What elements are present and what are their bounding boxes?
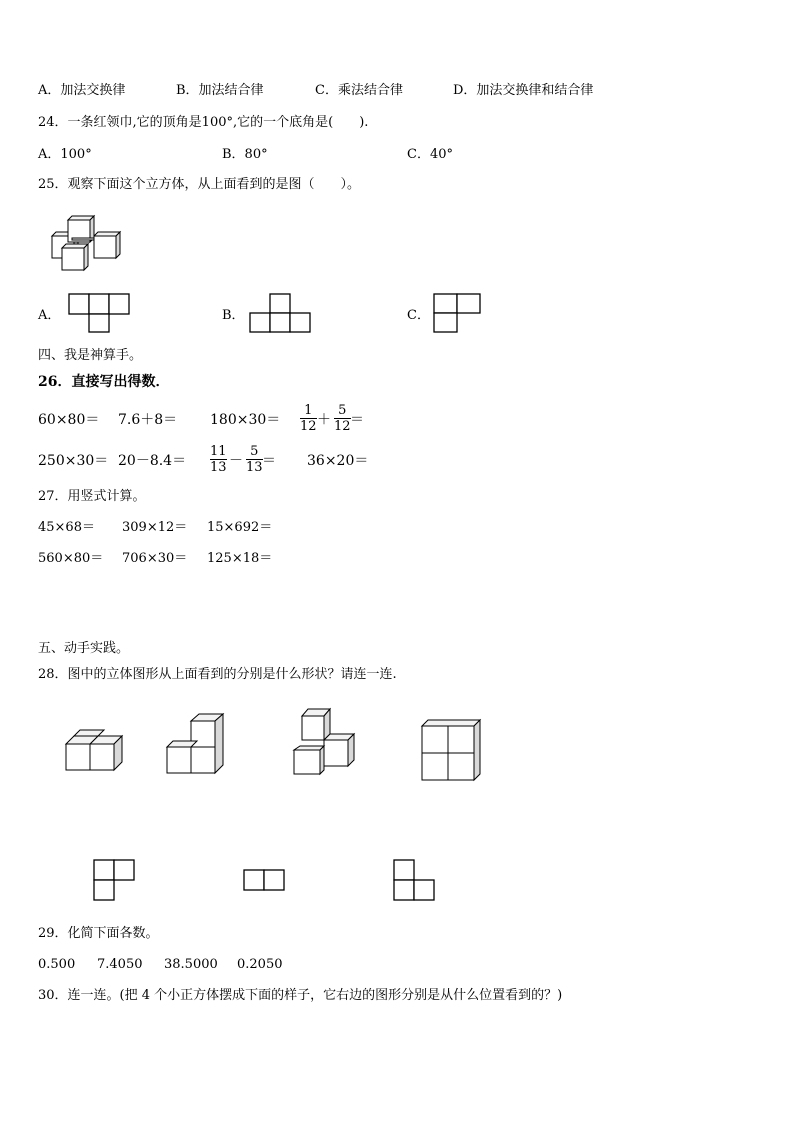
q24-option-c: C．40° xyxy=(407,147,453,162)
fraction xyxy=(246,444,263,475)
q23-option-d: D．加法交换律和结合律 xyxy=(453,83,594,98)
q29-number: 38.5000 xyxy=(164,957,218,972)
minus-sign: － xyxy=(229,453,243,469)
q25-option-c-shape xyxy=(433,293,481,333)
numerator: 5 xyxy=(250,444,259,459)
q28-solid-3 xyxy=(292,708,362,776)
q28-stem: 28．图中的立体图形从上面看到的分别是什么形状？请连一连. xyxy=(38,667,397,682)
q25-option-a-shape xyxy=(68,293,130,333)
q24-stem: 24．一条红领巾,它的顶角是100°,它的一个底角是( ). xyxy=(38,115,369,130)
denominator: 12 xyxy=(334,419,351,434)
q25-option-b-shape xyxy=(249,293,311,333)
q29-number: 7.4050 xyxy=(97,957,143,972)
q28-view-1 xyxy=(93,859,137,903)
q29-number: 0.500 xyxy=(38,957,76,972)
q26-item: 180×30＝ xyxy=(210,412,281,428)
q23-option-c: C．乘法结合律 xyxy=(315,83,403,98)
q25-cube-figure xyxy=(44,214,124,276)
q28-view-2 xyxy=(243,869,287,893)
q28-solid-2 xyxy=(165,713,227,775)
fraction xyxy=(210,444,227,475)
q26-stem: 26．直接写出得数． xyxy=(38,374,170,390)
q23-option-a: A．加法交换律 xyxy=(38,83,126,98)
denominator: 12 xyxy=(300,419,317,434)
q26-item: 60×80＝ xyxy=(38,412,100,428)
q25-option-c: C． xyxy=(407,308,430,323)
section-5-heading: 五、动手实践。 xyxy=(38,641,130,656)
q26-item: 36×20＝ xyxy=(307,453,369,469)
q28-view-3 xyxy=(393,859,437,903)
q24-option-b: B．80° xyxy=(222,147,268,162)
q29-stem: 29．化简下面各数。 xyxy=(38,926,159,941)
q27-item: 706×30＝ xyxy=(122,551,188,566)
q27-item: 45×68＝ xyxy=(38,520,95,535)
q27-item: 15×692＝ xyxy=(207,520,273,535)
q23-option-b: B．加法结合律 xyxy=(176,83,264,98)
numerator: 5 xyxy=(338,403,347,418)
q28-solid-1 xyxy=(64,728,126,772)
q26-item: 20－8.4＝ xyxy=(118,453,187,469)
q25-stem: 25．观察下面这个立方体，从上面看到的是图（ ）。 xyxy=(38,177,361,192)
q25-option-a: A． xyxy=(38,308,61,323)
numerator: 1 xyxy=(304,403,313,418)
q27-stem: 27．用竖式计算。 xyxy=(38,489,146,504)
q26-item: 7.6＋8＝ xyxy=(118,412,178,428)
q28-solid-4 xyxy=(420,718,484,782)
section-4-heading: 四、我是神算手。 xyxy=(38,348,143,363)
denominator: 13 xyxy=(210,460,227,475)
q25-option-b: B． xyxy=(222,308,245,323)
q26-item: 250×30＝ xyxy=(38,453,109,469)
numerator: 11 xyxy=(210,444,227,459)
q27-item: 309×12＝ xyxy=(122,520,188,535)
fraction xyxy=(334,403,351,434)
plus-sign: ＋ xyxy=(317,412,331,428)
denominator: 13 xyxy=(246,460,263,475)
q24-option-a: A．100° xyxy=(38,147,92,162)
q27-item: 125×18＝ xyxy=(207,551,273,566)
q30-stem: 30．连一连。(把 4 个小正方体摆成下面的样子，它右边的图形分别是从什么位置看到的？) xyxy=(38,988,563,1003)
fraction xyxy=(300,403,317,434)
equals-sign: ＝ xyxy=(350,412,364,428)
equals-sign: ＝ xyxy=(262,453,276,469)
q29-number: 0.2050 xyxy=(237,957,283,972)
q27-item: 560×80＝ xyxy=(38,551,104,566)
